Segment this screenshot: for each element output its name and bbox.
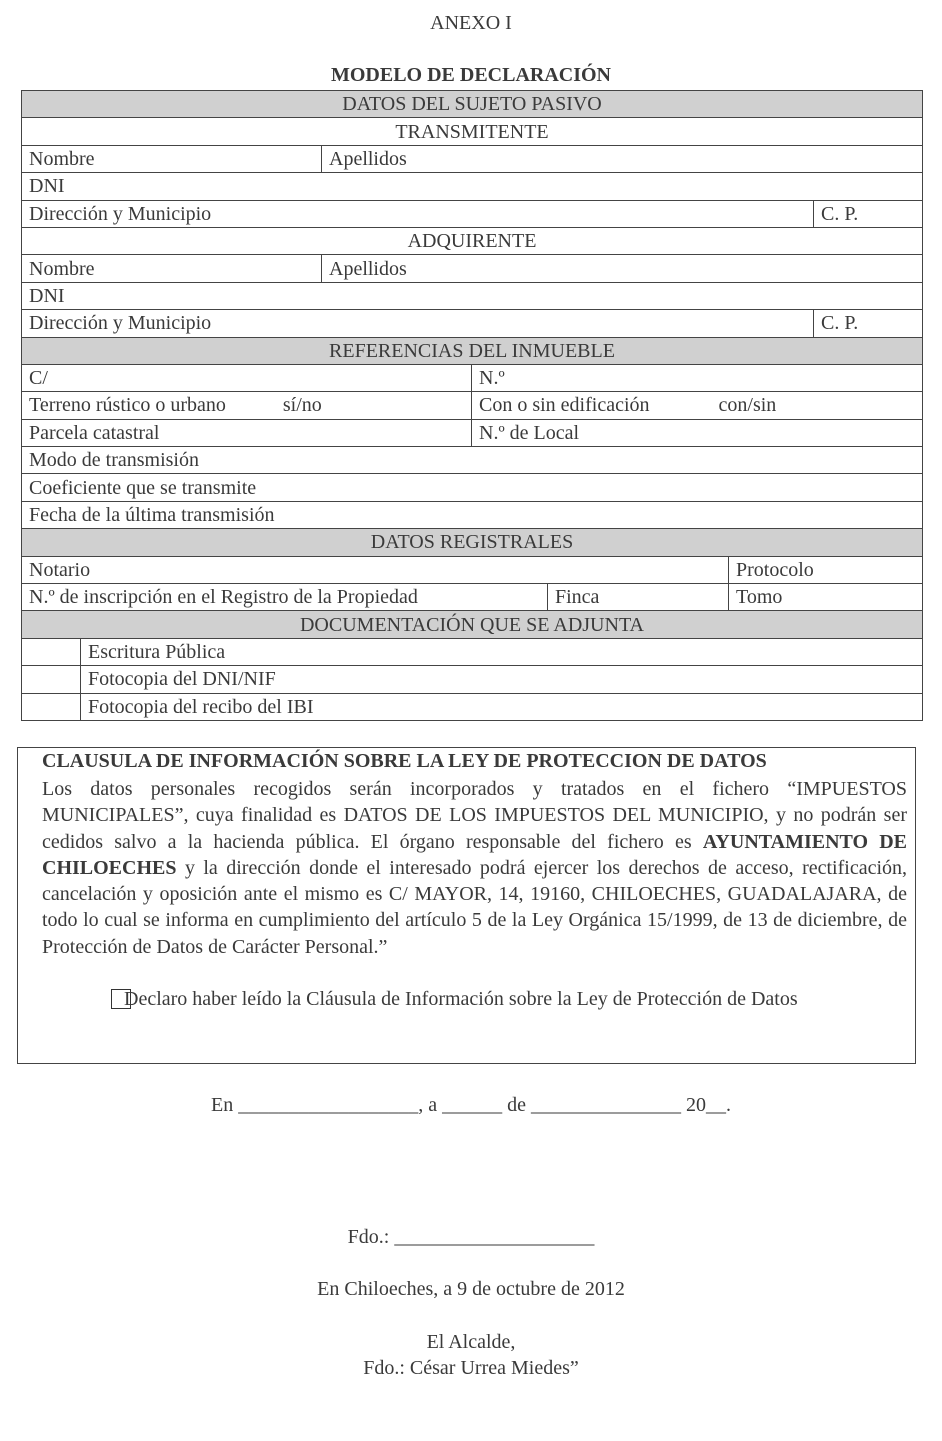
building-label: Con o sin edificación <box>479 394 650 417</box>
property-last-transfer-date-field[interactable]: Fecha de la última transmisión <box>22 501 923 528</box>
place-date-line: En __________________, a ______ de _______________ 20__. <box>211 1094 731 1116</box>
property-number-field[interactable]: N.º <box>472 364 923 391</box>
transmitter-postal-code-field[interactable]: C. P. <box>814 200 923 227</box>
clause-text-part1: Los datos personales recogidos serán incorporados y tratados en el fichero “IMPUESTOS MUNICIPALES”, cuya finalidad es DATOS DE LOS IMPUESTOS DEL MUNICIPIO, y no podrán ser cedidos salvo a la hacienda pública. El órgano responsable del fichero es <box>42 778 907 853</box>
property-land-type-field[interactable] <box>22 392 472 419</box>
clause-text <box>42 776 907 960</box>
document-checkbox-cell[interactable] <box>22 693 81 720</box>
signature-line: Fdo.: ____________________ <box>347 1226 595 1248</box>
mayor-signature: Fdo.: César Urrea Miedes” <box>363 1357 579 1379</box>
registry-protocol-field[interactable]: Protocolo <box>729 556 923 583</box>
document-checkbox-cell[interactable] <box>22 638 81 665</box>
transmitter-heading: TRANSMITENTE <box>22 118 923 145</box>
mayor-title: El Alcalde, <box>426 1331 516 1353</box>
document-checkbox-cell[interactable] <box>22 666 81 693</box>
property-transfer-mode-field[interactable]: Modo de transmisión <box>22 447 923 474</box>
acquirer-name-field[interactable]: Nombre <box>22 255 322 282</box>
page-title: MODELO DE DECLARACIÓN <box>330 64 612 86</box>
section-docs-header: DOCUMENTACIÓN QUE SE ADJUNTA <box>22 611 923 638</box>
clause-text-bold: AYUNTAMIENTO DE CHILOECHES <box>42 830 908 879</box>
transmitter-surnames-field[interactable]: Apellidos <box>322 145 923 172</box>
acquirer-heading: ADQUIRENTE <box>22 227 923 254</box>
transmitter-name-field[interactable]: Nombre <box>22 145 322 172</box>
property-coefficient-field[interactable]: Coeficiente que se transmite <box>22 474 923 501</box>
registry-volume-field[interactable]: Tomo <box>729 584 923 611</box>
registry-inscription-field[interactable]: N.º de inscripción en el Registro de la Propiedad <box>22 584 548 611</box>
document-item: Fotocopia del DNI/NIF <box>81 666 923 693</box>
clause-text-part2: y la dirección donde el interesado podrá ejercer los derechos de acceso, rectificación, cancelación y oposición ante el mismo es C/ MAYOR, 14, 19160, CHILOECHES, GUADALAJARA, de todo lo cual se informa en cumplimiento del artículo 5 de la Ley Orgánica 15/1999, de 13 de diciembre, de Protección de Datos de Carácter Personal.” <box>42 856 908 958</box>
acquirer-postal-code-field[interactable]: C. P. <box>814 310 923 337</box>
building-options: con/sin <box>718 394 777 417</box>
document-item: Fotocopia del recibo del IBI <box>81 693 923 720</box>
transmitter-address-field[interactable]: Dirección y Municipio <box>22 200 814 227</box>
property-street-field[interactable]: C/ <box>22 364 472 391</box>
property-local-number-field[interactable]: N.º de Local <box>472 419 923 446</box>
section-registry-header: DATOS REGISTRALES <box>22 529 923 556</box>
declaration-text: Declaro haber leído la Cláusula de Información sobre la Ley de Protección de Datos <box>124 988 798 1010</box>
land-type-options: sí/no <box>282 394 322 417</box>
registry-notary-field[interactable]: Notario <box>22 556 729 583</box>
declaration-form-table <box>21 90 923 721</box>
acquirer-surnames-field[interactable]: Apellidos <box>322 255 923 282</box>
section-property-header: REFERENCIAS DEL INMUEBLE <box>22 337 923 364</box>
transmitter-dni-field[interactable]: DNI <box>22 173 923 200</box>
registry-estate-field[interactable]: Finca <box>548 584 729 611</box>
document-item: Escritura Pública <box>81 638 923 665</box>
city-date: En Chiloeches, a 9 de octubre de 2012 <box>317 1278 625 1300</box>
section-subject-header: DATOS DEL SUJETO PASIVO <box>22 91 923 118</box>
clause-title: CLAUSULA DE INFORMACIÓN SOBRE LA LEY DE PROTECCION DE DATOS <box>42 750 767 772</box>
acquirer-address-field[interactable]: Dirección y Municipio <box>22 310 814 337</box>
data-protection-clause <box>17 747 916 1064</box>
annex-label: ANEXO I <box>430 12 512 34</box>
acquirer-dni-field[interactable]: DNI <box>22 282 923 309</box>
property-parcel-field[interactable]: Parcela catastral <box>22 419 472 446</box>
land-type-label: Terreno rústico o urbano <box>29 394 226 417</box>
property-building-field[interactable] <box>472 392 923 419</box>
